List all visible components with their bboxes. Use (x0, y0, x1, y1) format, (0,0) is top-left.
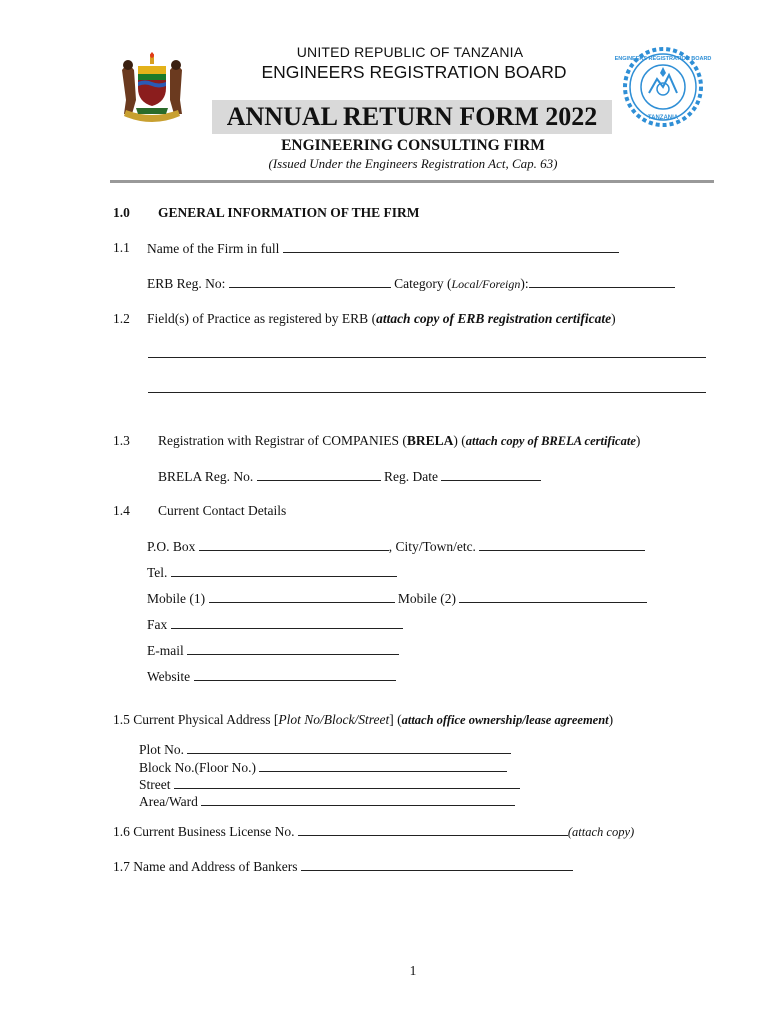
tel-label: Tel. (147, 565, 168, 580)
contact-details-title: Current Contact Details (158, 503, 287, 518)
plot-row (139, 741, 511, 758)
section-1-2-number: 1.2 (113, 311, 130, 326)
mobile1-label: Mobile (1) (147, 591, 206, 606)
brela-label-a: Registration with Registrar of COMPANIES ( (158, 433, 407, 448)
website-label: Website (147, 669, 191, 684)
po-box-label: P.O. Box (147, 539, 196, 554)
category-field[interactable] (529, 275, 675, 288)
physical-address-close: ) (608, 712, 614, 727)
board-heading: ENGINEERS REGISTRATION BOARD (261, 62, 567, 82)
city-field[interactable] (479, 538, 645, 551)
fax-row (147, 616, 403, 633)
issued-note: (Issued Under the Engineers Registration Act, Cap. 63) (268, 156, 558, 171)
brela-reg-date-field[interactable] (441, 468, 541, 481)
bankers-label: 1.7 Name and Address of Bankers (113, 859, 298, 874)
block-row (139, 759, 507, 776)
field-of-practice-line-2[interactable] (148, 392, 706, 393)
physical-address-attach-note: attach office ownership/lease agreement (401, 713, 609, 727)
category-options: Local/Foreign (451, 277, 521, 291)
brela-reg-date-label: Reg. Date (384, 469, 438, 484)
business-license-attach-note: (attach copy) (567, 825, 635, 839)
business-license-row (113, 823, 634, 840)
area-field[interactable] (201, 793, 515, 806)
form-subtitle: ENGINEERING CONSULTING FIRM (281, 137, 545, 154)
field-of-practice-line-1[interactable] (148, 357, 706, 358)
section-1-3-number: 1.3 (113, 433, 130, 448)
section-1-1-number: 1.1 (113, 240, 130, 255)
street-field[interactable] (174, 776, 520, 789)
seal-text-bottom: TANZANIA (647, 115, 679, 121)
section-1-4-number: 1.4 (113, 503, 130, 518)
brela-reg-no-field[interactable] (257, 468, 381, 481)
form-title: ANNUAL RETURN FORM 2022 (226, 102, 598, 131)
firm-name-field[interactable] (283, 240, 619, 253)
erb-reg-field[interactable] (229, 275, 391, 288)
physical-address-label-a: 1.5 Current Physical Address [ (113, 712, 279, 727)
page-number: 1 (409, 963, 417, 978)
po-box-row (147, 538, 645, 555)
field-of-practice-label: Field(s) of Practice as registered by ERB ( (147, 311, 377, 326)
city-label: , City/Town/etc. (388, 539, 476, 554)
erb-reg-row (147, 275, 675, 292)
street-label: Street (139, 777, 171, 792)
mobile2-field[interactable] (459, 590, 647, 603)
field-of-practice-close: ) (611, 311, 616, 326)
plot-label: Plot No. (139, 742, 185, 757)
business-license-field[interactable] (298, 823, 568, 836)
firm-name-label: Name of the Firm in full (147, 241, 280, 256)
bankers-row (113, 858, 573, 875)
block-field[interactable] (259, 759, 507, 772)
erb-reg-label: ERB Reg. No: (147, 276, 226, 291)
website-field[interactable] (194, 668, 396, 681)
block-label: Block No.(Floor No.) (139, 760, 256, 775)
po-box-field[interactable] (199, 538, 389, 551)
brela-reg-no-label: BRELA Reg. No. (158, 469, 254, 484)
brela-close: ) (635, 433, 641, 448)
category-suffix: ): (520, 276, 529, 291)
physical-address-title-row (113, 712, 613, 728)
email-row (147, 642, 399, 659)
brela-label-b: ) ( (453, 433, 466, 448)
field-of-practice-attach-note: attach copy of ERB registration certificate (376, 311, 612, 326)
email-field[interactable] (187, 642, 399, 655)
fax-field[interactable] (171, 616, 403, 629)
tel-field[interactable] (171, 564, 397, 577)
section-1-0-title: GENERAL INFORMATION OF THE FIRM (158, 205, 420, 220)
email-label: E-mail (147, 643, 184, 658)
physical-address-label-b: ] ( (389, 712, 402, 727)
area-row (139, 793, 515, 810)
brela-registration-row (158, 433, 640, 449)
fax-label: Fax (147, 617, 168, 632)
mobile-row (147, 590, 647, 607)
tel-row (147, 564, 397, 581)
erb-seal-logo (614, 45, 712, 129)
physical-address-label-italic: Plot No/Block/Street (278, 712, 390, 727)
street-row (139, 776, 520, 793)
mobile2-label: Mobile (2) (397, 591, 456, 606)
website-row (147, 668, 396, 685)
area-label: Area/Ward (139, 794, 198, 809)
field-of-practice-row (147, 311, 616, 327)
mobile1-field[interactable] (209, 590, 395, 603)
bankers-field[interactable] (301, 858, 573, 871)
section-1-0-number: 1.0 (113, 205, 130, 220)
header-divider (110, 180, 714, 183)
firm-name-row (147, 240, 619, 257)
plot-field[interactable] (187, 741, 511, 754)
brela-reg-row (158, 468, 541, 485)
country-heading: UNITED REPUBLIC OF TANZANIA (296, 44, 524, 60)
seal-text-top: ENGINEERS REGISTRATION BOARD (614, 56, 712, 62)
brela-attach-note: attach copy of BRELA certificate (465, 434, 636, 448)
brela-abbrev: BRELA (406, 433, 454, 448)
business-license-label: 1.6 Current Business License No. (113, 824, 295, 839)
category-label: Category ( (394, 276, 452, 291)
